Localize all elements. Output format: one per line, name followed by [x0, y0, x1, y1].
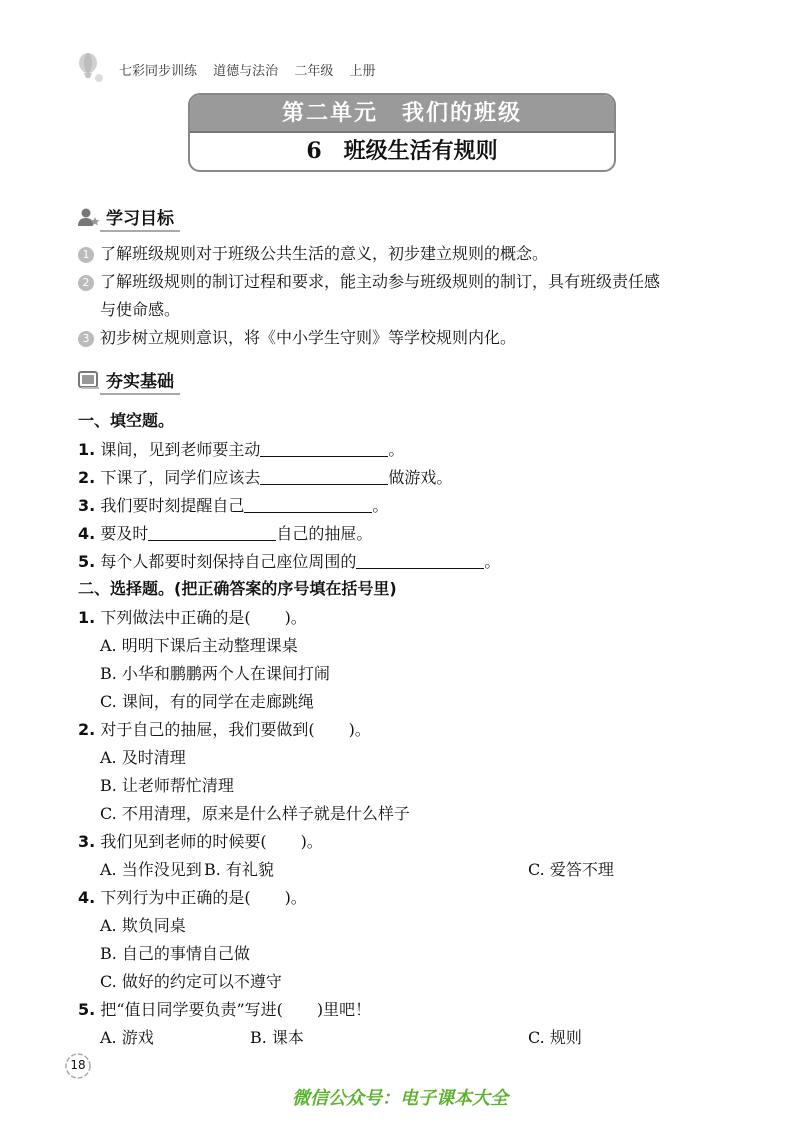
question-text: 课间，见到老师要主动: [100, 440, 261, 459]
balloon-logo-icon: [75, 52, 105, 86]
option-4c: C. 做好的约定可以不遵守: [100, 972, 282, 991]
option-5a: A. 游戏: [100, 1028, 154, 1047]
question-text-after: 做游戏。: [388, 468, 453, 487]
fill-item-5: [78, 548, 500, 576]
question-text: 我们要时刻提醒自己: [100, 496, 245, 515]
page-number: 18: [70, 1058, 86, 1072]
answer-blank[interactable]: [244, 494, 372, 513]
question-number: 2.: [78, 468, 96, 487]
fill-item-2: [78, 464, 452, 492]
basics-label: 夯实基础: [106, 372, 174, 392]
option-1a: A. 明明下课后主动整理课桌: [100, 636, 298, 655]
answer-blank[interactable]: [260, 438, 388, 457]
question-text: 下课了，同学们应该去: [100, 468, 261, 487]
option-2a: A. 及时清理: [100, 748, 186, 767]
objective-item-3: [78, 324, 738, 352]
header-subject: 道德与法治: [213, 64, 279, 79]
question-number: 1.: [78, 440, 96, 459]
question-text-after: 。: [372, 496, 389, 515]
question-text: 要及时: [100, 524, 149, 543]
lesson-title: 6 班级生活有规则: [306, 138, 498, 164]
question-number: 3.: [78, 496, 96, 515]
question-number: 5.: [78, 1000, 96, 1019]
objective-number: 2: [78, 275, 94, 291]
question-text-after: )。: [284, 888, 307, 907]
unit-title: 第二单元 我们的班级: [190, 95, 614, 133]
answer-blank[interactable]: [148, 522, 276, 541]
option-4a: A. 欺负同桌: [100, 916, 186, 935]
person-star-icon: [78, 207, 100, 227]
question-text: 每个人都要时刻保持自己座位周围的: [100, 552, 357, 571]
question-text-after: )。: [284, 608, 307, 627]
header-text: [119, 60, 387, 79]
objective-item-1: [78, 240, 738, 268]
option-3c: C. 爱答不理: [528, 860, 614, 879]
fill-title: 一、填空题。: [78, 411, 175, 430]
question-text: 把“值日同学要负责”写进(: [100, 1000, 283, 1019]
objective-item-2-continued: 与使命感。: [100, 300, 181, 319]
header-series: 七彩同步训练: [119, 64, 198, 79]
question-text-after: 。: [388, 440, 405, 459]
question-text-after: 。: [484, 552, 501, 571]
option-2b: B. 让老师帮忙清理: [100, 776, 234, 795]
option-3a: A. 当作没见到: [100, 860, 202, 879]
question-number: 5.: [78, 552, 96, 571]
question-text: 下列做法中正确的是(: [100, 608, 251, 627]
question-number: 4.: [78, 524, 96, 543]
choice-question-2: [78, 716, 371, 744]
page-number-badge: [62, 1050, 94, 1082]
choice-title: 二、选择题。(把正确答案的序号填在括号里): [78, 579, 397, 598]
choice-question-3: [78, 828, 323, 856]
header-grade: 二年级: [294, 64, 334, 79]
objective-number: 1: [78, 247, 94, 263]
fill-item-3: [78, 492, 388, 520]
objective-text: 初步树立规则意识，将《中小学生守则》等学校规则内化。: [100, 328, 517, 347]
choice-question-5: [78, 996, 371, 1024]
question-text-after: )。: [300, 832, 323, 851]
question-number: 2.: [78, 720, 96, 739]
question-text-after: )。: [348, 720, 371, 739]
question-text: 下列行为中正确的是(: [100, 888, 251, 907]
footer-watermark: 微信公众号：电子课本大全: [292, 1088, 508, 1109]
option-5c: C. 规则: [528, 1028, 582, 1047]
option-4b: B. 自己的事情自己做: [100, 944, 250, 963]
objective-text: 了解班级规则的制订过程和要求，能主动参与班级规则的制订，具有班级责任感: [100, 272, 661, 291]
objectives-label: 学习目标: [106, 209, 174, 229]
option-1c: C. 课间，有的同学在走廊跳绳: [100, 692, 314, 711]
answer-blank[interactable]: [260, 466, 388, 485]
question-number: 3.: [78, 832, 96, 851]
objectives-heading: [78, 204, 178, 229]
notebook-icon: [78, 370, 100, 390]
option-3b: B. 有礼貌: [204, 860, 274, 879]
option-5b: B. 课本: [250, 1028, 304, 1047]
question-number: 1.: [78, 608, 96, 627]
choice-question-1: [78, 604, 307, 632]
header-volume: 上册: [349, 64, 376, 79]
choice-question-4: [78, 884, 307, 912]
fill-item-1: [78, 436, 404, 464]
objective-item-2: [78, 268, 758, 296]
title-box: [188, 93, 616, 172]
answer-blank[interactable]: [356, 550, 484, 569]
objective-text: 了解班级规则对于班级公共生活的意义，初步建立规则的概念。: [100, 244, 549, 263]
basics-underline-bar: [100, 393, 180, 395]
objective-number: 3: [78, 331, 94, 347]
option-2c: C. 不用清理，原来是什么样子就是什么样子: [100, 804, 410, 823]
fill-item-4: [78, 520, 372, 548]
question-text-after: )里吧！: [316, 1000, 372, 1019]
question-text-after: 自己的抽屉。: [276, 524, 373, 543]
question-text: 对于自己的抽屉，我们要做到(: [100, 720, 315, 739]
question-number: 4.: [78, 888, 96, 907]
option-1b: B. 小华和鹏鹏两个人在课间打闹: [100, 664, 330, 683]
question-text: 我们见到老师的时候要(: [100, 832, 267, 851]
objectives-underline-bar: [100, 230, 180, 232]
basics-heading: [78, 367, 174, 392]
